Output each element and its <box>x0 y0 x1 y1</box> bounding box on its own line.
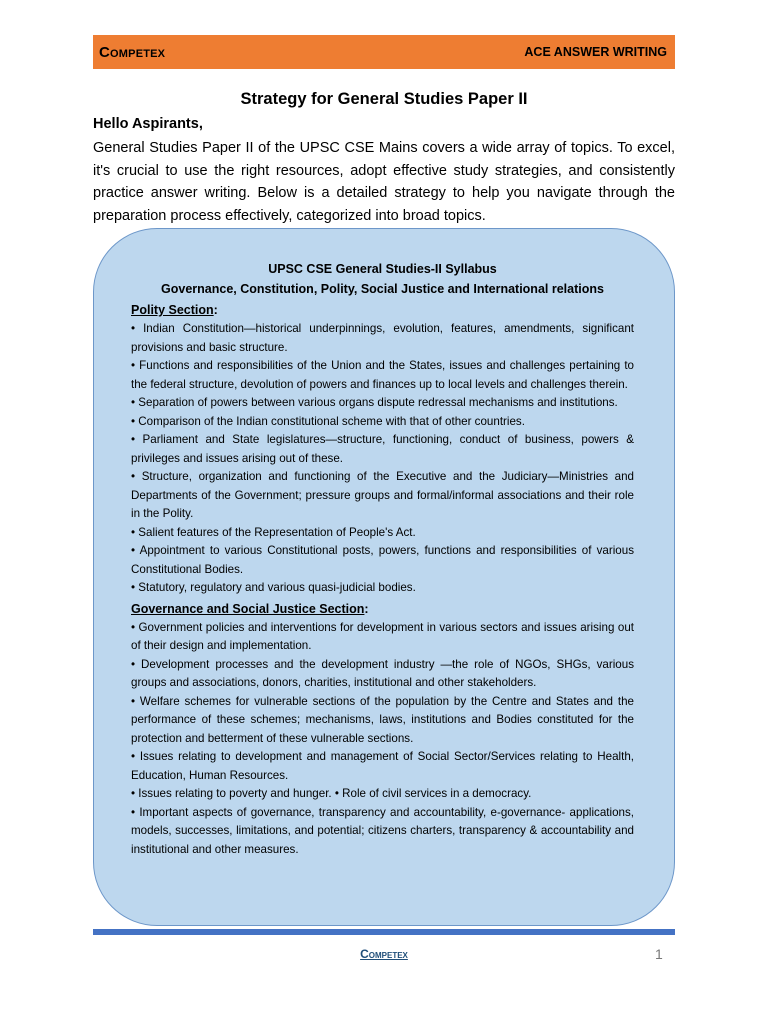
greeting: Hello Aspirants, <box>93 116 203 132</box>
governance-item: • Important aspects of governance, transparency and accountability, e-governance- applications, models, successes, limitations, and potential; citizens charters, transparency & accountability and institutional and other measures. <box>131 805 634 856</box>
polity-item: • Separation of powers between various organs dispute redressal mechanisms and institutions. <box>131 396 618 409</box>
polity-item: • Comparison of the Indian constitutional scheme with that of other countries. <box>131 414 525 428</box>
polity-item: • Structure, organization and functioning of the Executive and the Judiciary—Ministries and Departments of the Government; pressure groups and formal/informal associations and their role in the Polity. <box>131 470 634 520</box>
polity-item: • Appointment to various Constitutional posts, powers, functions and responsibilities of various Constitutional Bodies. <box>131 544 634 576</box>
footer-divider <box>93 929 675 935</box>
syllabus-box <box>93 228 675 926</box>
page-header <box>93 35 675 69</box>
polity-heading: Polity Section: <box>131 303 218 317</box>
governance-item: • Issues relating to development and management of Social Sector/Services relating to Health, Education, Human Resources. <box>131 750 634 782</box>
footer-brand: Competex <box>360 947 408 961</box>
governance-item: • Government policies and interventions for development in various sectors and issues arising out of their design and implementation. <box>131 620 634 652</box>
intro-paragraph: General Studies Paper II of the UPSC CSE Mains covers a wide array of topics. To excel, it's crucial to use the right resources, adopt effective study strategies, and consistently practice answer writing. Below is a detailed strategy to help you navigate through the preparation process effectively, categorized into broad topics. <box>93 140 675 224</box>
document-title: Strategy for General Studies Paper II <box>240 90 528 108</box>
governance-item: • Welfare schemes for vulnerable sections of the population by the Centre and States and the performance of these schemes; mechanisms, laws, institutions and Bodies constituted for the protection and betterment of these vulnerable sections. <box>131 694 634 745</box>
polity-item: • Functions and responsibilities of the Union and the States, issues and challenges pertaining to the federal structure, devolution of powers and finances up to local levels and challenges therein. <box>131 359 634 391</box>
polity-item: • Parliament and State legislatures—structure, functioning, conduct of business, powers & privileges and issues arising out of these. <box>131 433 634 465</box>
governance-item: • Development processes and the development industry —the role of NGOs, SHGs, various groups and associations, donors, charities, institutional and other stakeholders. <box>131 657 634 689</box>
syllabus-title: UPSC CSE General Studies-II Syllabus <box>268 262 497 276</box>
header-tagline: ACE ANSWER WRITING <box>524 45 667 59</box>
page-number: 1 <box>655 946 663 962</box>
polity-item: • Indian Constitution—historical underpinnings, evolution, features, amendments, significant provisions and basic structure. <box>131 322 634 354</box>
header-brand: Competex <box>99 43 166 61</box>
syllabus-subtitle: Governance, Constitution, Polity, Social Justice and International relations <box>161 282 604 296</box>
governance-item: • Issues relating to poverty and hunger. • Role of civil services in a democracy. <box>131 787 532 800</box>
governance-heading: Governance and Social Justice Section: <box>131 601 369 616</box>
polity-item: • Salient features of the Representation of People's Act. <box>131 525 416 539</box>
polity-item: • Statutory, regulatory and various quasi-judicial bodies. <box>131 581 416 594</box>
